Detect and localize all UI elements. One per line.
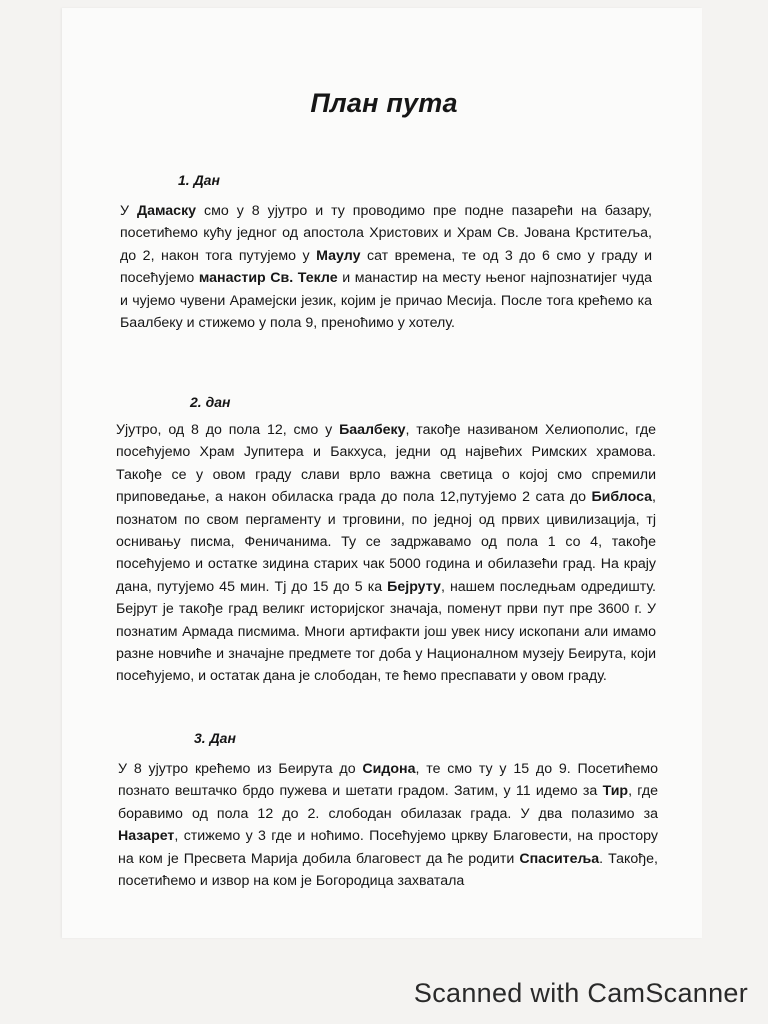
- day-3-paragraph: [118, 758, 658, 892]
- paragraph-text: , такође називаном Хелиополис, где посећујемо Храм Јупитера и Бакхуса, једни од највећих Римских храмова. Такође се у овом граду слави врло важна светица о којој смо спремили приповедање, а након обиласка града до пола 12,путујемо 2 сата до: [116, 422, 656, 506]
- paragraph-text: Ујутро, од 8 до пола 12, смо у: [116, 422, 340, 438]
- place-name: Баалбеку: [339, 422, 406, 438]
- paragraph-text: У: [120, 203, 137, 219]
- paragraph-text: . Такође, посетићемо и извор на ком је Богородица захватала: [118, 850, 658, 890]
- place-name: Бејруту: [387, 578, 441, 595]
- day-2-heading: 2. дан: [190, 394, 231, 410]
- camscanner-watermark: Scanned with CamScanner: [413, 978, 748, 1008]
- place-name: Тир: [602, 783, 629, 800]
- place-name: Сидона: [362, 761, 416, 777]
- paragraph-text: , познатом по свом пергаменту и трговини, по једној од првих цивилизација, тј оснивању писма, Феничанима. Ту се задржавамо од пола 1 со 4, такође посећујемо и остатке зидина старих чак 5000 година и обилазећи град. На крају дана, путујемо 45 мин. Тј до 15 до 5 ка: [116, 489, 656, 595]
- paragraph-text: и манастир на месту њеног најпознатијег чуда и чујемо чувени Арамејски језик, којим је причао Месија. После тога крећемо ка Баалбеку и стижемо у пола 9, преноћимо у хотелу.: [120, 270, 653, 332]
- place-name: Библоса: [591, 489, 653, 506]
- place-name: манастир Св. Текле: [198, 270, 338, 287]
- paragraph-text: У 8 ујутро крећемо из Беирута до: [118, 761, 363, 777]
- place-name: Назарет: [118, 828, 175, 845]
- day-1-heading: 1. Дан: [178, 172, 220, 188]
- paragraph-text: , нашем последњам одредишту. Бејрут је такође град великг историјског значаја, поменут први пут пре 3600 г. У познатим Армада писмима. Многи артифакти још увек нису ископани али имамо разне новчиће и значајне предмете тог доба у Националном музеју Беирута, који посећујемо, и остатак дана је слободан, те ћемо преспавати у овом граду.: [116, 578, 656, 685]
- paragraph-text: , стижемо у 3 где и ноћимо. Посећујемо цркву Благовести, на простору на ком је Пресвета Марија добила благовест да ће родити: [118, 828, 658, 867]
- place-name: Спаситеља: [519, 850, 600, 867]
- paragraph-text: , те смо ту у 15 до 9. Посетићемо познато вештачко брдо пужева и шетати градом. Затим, у 11 идемо за: [118, 761, 658, 800]
- day-1-paragraph: [120, 200, 652, 334]
- paragraph-text: смо у 8 ујутро и ту проводимо пре подне пазарећи на базару, посетићемо кућу једног од апостола Христових и Храм Св. Јована Крститеља, до 2, након тога путујемо у: [120, 203, 652, 264]
- paragraph-text: , где боравимо од пола 12 до 2. слободан обилазак града. У два полазимо за: [118, 783, 658, 822]
- day-3-heading: 3. Дан: [194, 730, 236, 746]
- place-name: Маулу: [316, 247, 361, 264]
- page-title: План пута: [310, 88, 458, 118]
- paragraph-text: сат времена, те од 3 до 6 смо у граду и посећујемо: [120, 247, 653, 287]
- place-name: Дамаску: [136, 203, 197, 219]
- day-2-paragraph: [116, 419, 656, 688]
